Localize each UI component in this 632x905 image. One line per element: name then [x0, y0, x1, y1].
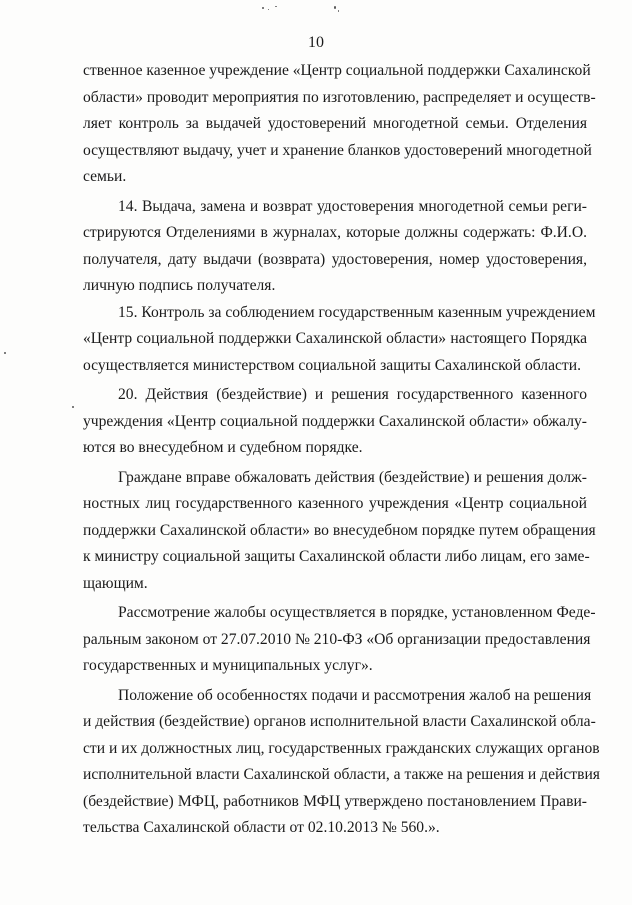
scan-speck — [275, 6, 277, 7]
scan-speck — [268, 9, 269, 10]
scan-speck — [338, 10, 339, 12]
text-line: исполнительной власти Сахалинской области, а также на решения и действия — [83, 766, 600, 783]
scan-speck — [72, 406, 74, 408]
text-line: учреждения «Центр социальной поддержки Сахалинской области» обжалу- — [83, 412, 587, 430]
paragraph — [83, 194, 587, 300]
text-line: Граждане вправе обжаловать действия (бездействие) и решения долж- — [118, 468, 587, 486]
paragraph — [83, 683, 600, 842]
text-line: Рассмотрение жалобы осуществляется в порядке, установленном Феде- — [118, 604, 596, 621]
text-line: ностных лиц государственного казенного учреждения «Центр социальной — [83, 495, 587, 512]
text-line: семьи. — [83, 168, 127, 185]
text-line: осуществляется министерством социальной защиты Сахалинской области. — [83, 356, 581, 374]
paragraph — [83, 300, 596, 380]
page-number: 10 — [308, 34, 324, 51]
scan-speck — [334, 6, 336, 9]
text-line: тельства Сахалинской области от 02.10.2013 № 560.». — [83, 819, 440, 836]
text-line: 15. Контроль за соблюдением государственным казенным учреждением — [118, 303, 596, 321]
text-line: личную подпись получателя. — [83, 277, 276, 294]
text-line: государственных и муниципальных услуг». — [83, 657, 373, 674]
text-line: щающим. — [83, 574, 148, 592]
text-line: 14. Выдача, замена и возврат удостоверения многодетной семьи реги- — [118, 197, 587, 215]
text-line: ются во внесудебном и судебном порядке. — [83, 439, 363, 456]
document-body — [83, 58, 600, 842]
text-line: области» проводит мероприятия по изготовлению, распределяет и осуществ- — [83, 88, 596, 106]
text-line: (бездействие) МФЦ, работников МФЦ утверждено постановлением Прави- — [83, 792, 587, 810]
text-line: ляет контроль за выдачей удостоверений многодетной семьи. Отделения — [83, 115, 587, 132]
text-line: ственное казенное учреждение «Центр социальной поддержки Сахалинской — [83, 62, 591, 79]
text-line: Положение об особенностях подачи и рассмотрения жалоб на решения — [118, 686, 592, 704]
scan-speck — [262, 7, 264, 9]
scan-speck — [4, 352, 6, 354]
text-line: 20. Действия (бездействие) и решения государственного казенного — [118, 386, 587, 403]
text-line: осуществляют выдачу, учет и хранение бланков удостоверений многодетной — [83, 141, 592, 159]
paragraph — [83, 465, 596, 598]
paragraph — [83, 382, 587, 462]
text-line: к министру социальной защиты Сахалинской области либо лицам, его заме- — [83, 548, 590, 565]
text-line: «Центр социальной поддержки Сахалинской области» настоящего Порядка — [83, 330, 587, 347]
text-line: получателя, дату выдачи (возврата) удостоверения, номер удостоверения, — [83, 250, 587, 268]
text-line: и действия (бездействие) органов исполнительной власти Сахалинской обла- — [83, 713, 596, 730]
text-line: сти и их должностных лиц, государственных гражданских служащих органов — [83, 739, 600, 757]
text-line: стрируются Отделениями в журналах, которые должны содержать: Ф.И.О. — [83, 224, 587, 241]
text-line: поддержки Сахалинской области» во внесудебном порядке путем обращения — [83, 521, 596, 539]
text-line: ральным законом от 27.07.2010 № 210-ФЗ «Об организации предоставления — [83, 630, 591, 648]
paragraph — [83, 58, 596, 191]
paragraph — [83, 600, 596, 680]
